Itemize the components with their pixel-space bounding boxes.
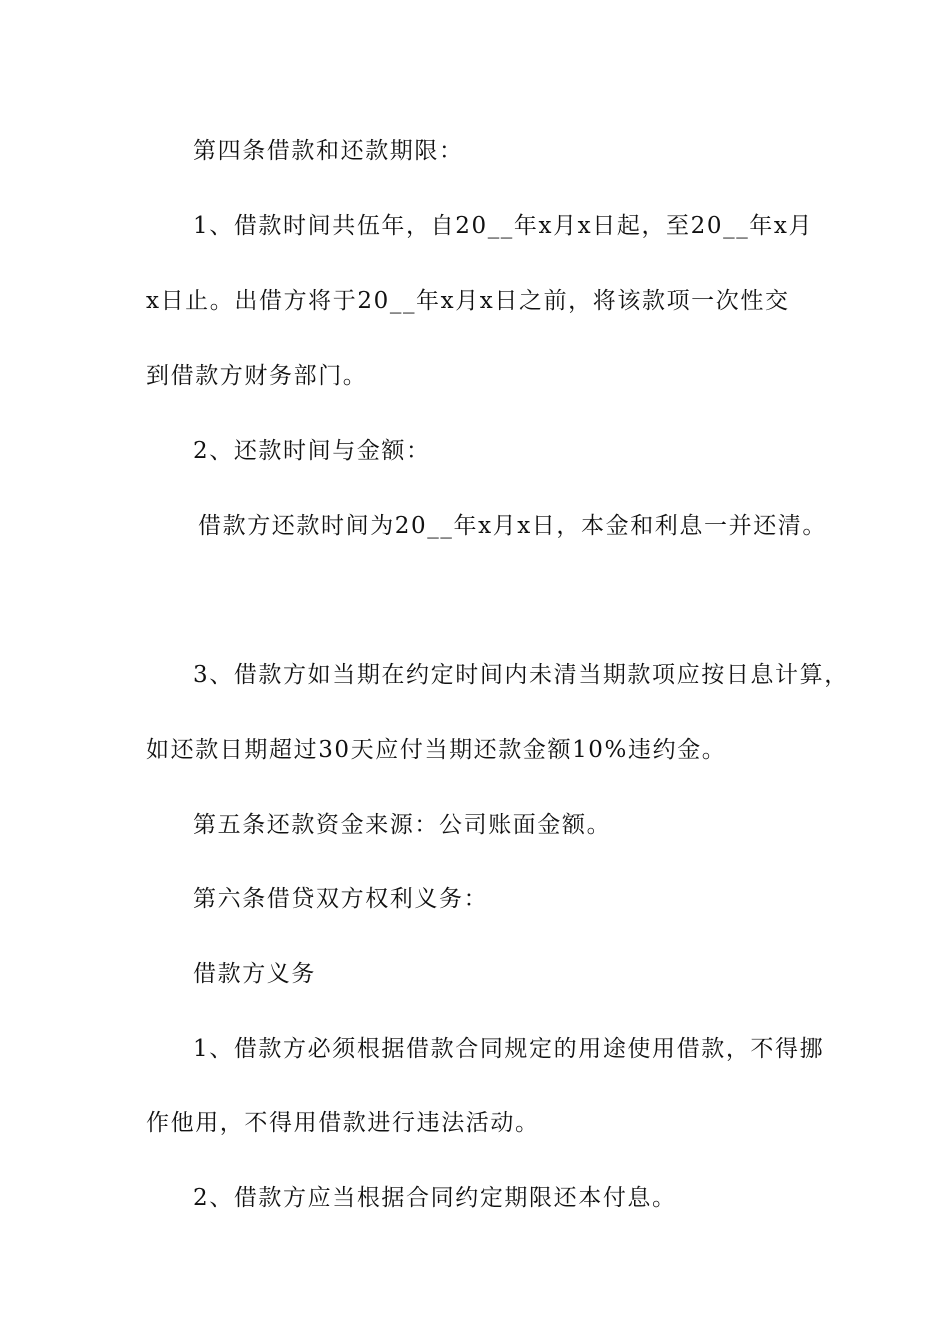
borrower-obligations-heading: 借款方义务 — [193, 961, 316, 987]
obligation-1-line-2: 作他用，不得用借款进行违法活动。 — [146, 1110, 540, 1136]
section-5-heading: 第五条还款资金来源：公司账面金额。 — [193, 812, 612, 838]
obligation-1-line-1: 1、借款方必须根据借款合同规定的用途使用借款，不得挪 — [193, 1036, 825, 1062]
clause-4-1-line-1: 1、借款时间共伍年，自20__年x月x日起，至20__年x月 — [193, 213, 814, 239]
clause-4-2-body: 借款方还款时间为20__年x月x日，本金和利息一并还清。 — [198, 513, 828, 539]
obligation-2: 2、借款方应当根据合同约定期限还本付息。 — [193, 1185, 677, 1211]
clause-4-3-line-2: 如还款日期超过30天应付当期还款金额10%违约金。 — [146, 737, 727, 763]
clause-4-1-line-3: 到借款方财务部门。 — [146, 363, 368, 389]
clause-4-2-heading: 2、还款时间与金额： — [193, 438, 431, 464]
section-4-heading: 第四条借款和还款期限： — [193, 138, 464, 164]
clause-4-1-line-2: x日止。出借方将于20__年x月x日之前，将该款项一次性交 — [146, 288, 790, 314]
clause-4-3-line-1: 3、借款方如当期在约定时间内未清当期款项应按日息计算， — [193, 662, 849, 688]
section-6-heading: 第六条借贷双方权利义务： — [193, 886, 489, 912]
